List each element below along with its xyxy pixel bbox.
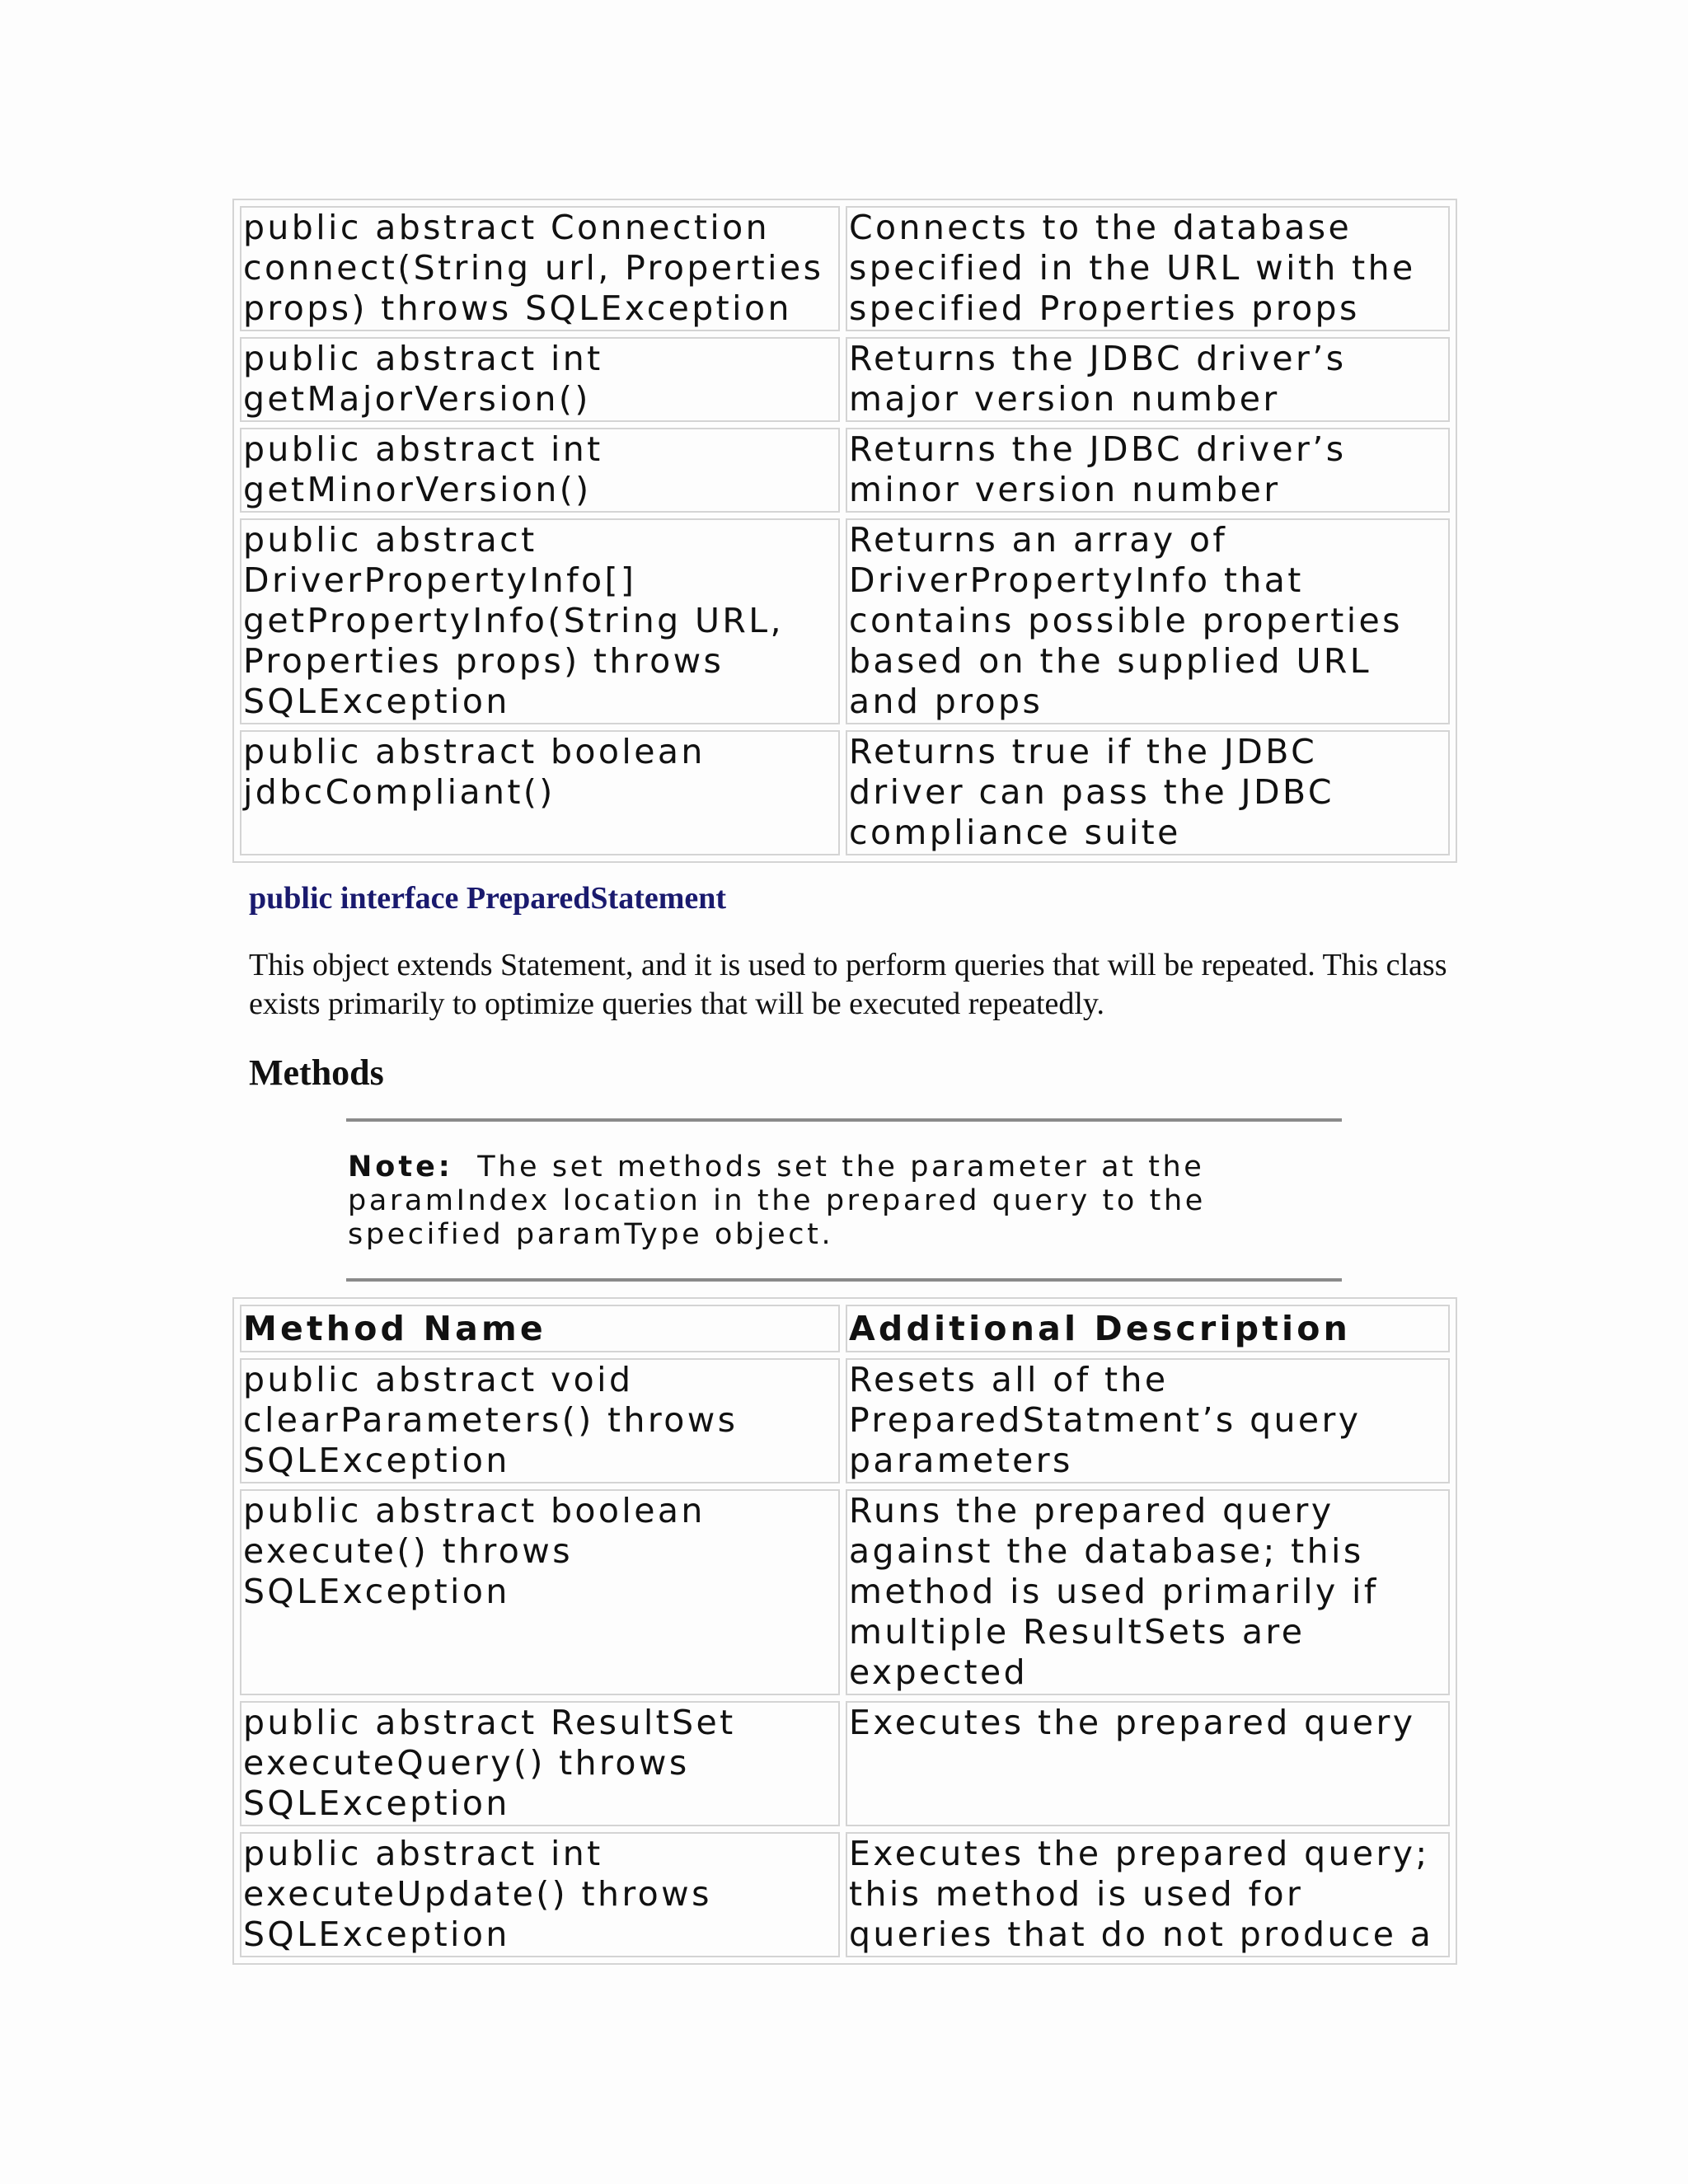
interface-description: This object extends Statement, and it is used to perform queries that will be repeated. This class exists primarily to optimize queries that will be executed repeatedly.	[249, 948, 1447, 1021]
note-box	[348, 1151, 1353, 1252]
method-cell: public abstract int getMajorVersion()	[240, 337, 840, 422]
description-cell: Returns the JDBC driver’s minor version number	[846, 428, 1450, 513]
column-header-additional-description: Additional Description	[846, 1305, 1450, 1352]
driver-methods-table	[232, 199, 1457, 863]
method-cell: public abstract void clearParameters() throws SQLException	[240, 1358, 840, 1483]
note-top-divider	[346, 1118, 1342, 1122]
table-header-row	[240, 1305, 1450, 1352]
description-cell: Connects to the database specified in the URL with the specified Properties props	[846, 206, 1450, 331]
column-header-method-name: Method Name	[240, 1305, 840, 1352]
method-cell: public abstract DriverPropertyInfo[] getPropertyInfo(String URL, Properties props) throws SQLException	[240, 518, 840, 724]
table-row	[240, 1358, 1450, 1483]
description-cell: Resets all of the PreparedStatment’s query parameters	[846, 1358, 1450, 1483]
table-row	[240, 337, 1450, 422]
description-cell: Runs the prepared query against the database; this method is used primarily if multiple ResultSets are expected	[846, 1489, 1450, 1695]
table-row	[240, 730, 1450, 855]
description-cell: Returns the JDBC driver’s major version number	[846, 337, 1450, 422]
description-cell: Returns an array of DriverPropertyInfo that contains possible properties based on the supplied URL and props	[846, 518, 1450, 724]
methods-heading: Methods	[249, 1052, 384, 1093]
method-cell: public abstract Connection connect(String url, Properties props) throws SQLException	[240, 206, 840, 331]
table-row	[240, 518, 1450, 724]
method-cell: public abstract int getMinorVersion()	[240, 428, 840, 513]
prepared-statement-methods-table	[232, 1297, 1457, 1965]
interface-heading: public interface PreparedStatement	[249, 881, 727, 916]
note-text: The set methods set the parameter at the paramIndex location in the prepared query to the specified paramType object.	[348, 1151, 1206, 1251]
table-row	[240, 1489, 1450, 1695]
description-cell: Returns true if the JDBC driver can pass the JDBC compliance suite	[846, 730, 1450, 855]
method-cell: public abstract int executeUpdate() throws SQLException	[240, 1832, 840, 1957]
description-cell: Executes the prepared query	[846, 1701, 1450, 1826]
table-row	[240, 1832, 1450, 1957]
method-cell: public abstract ResultSet executeQuery() throws SQLException	[240, 1701, 840, 1826]
method-cell: public abstract boolean execute() throws SQLException	[240, 1489, 840, 1695]
description-cell: Executes the prepared query; this method is used for queries that do not produce a	[846, 1832, 1450, 1957]
table-row	[240, 1701, 1450, 1826]
table-row	[240, 428, 1450, 513]
note-label: Note:	[348, 1151, 453, 1183]
note-bottom-divider	[346, 1278, 1342, 1282]
method-cell: public abstract boolean jdbcCompliant()	[240, 730, 840, 855]
table-row	[240, 206, 1450, 331]
